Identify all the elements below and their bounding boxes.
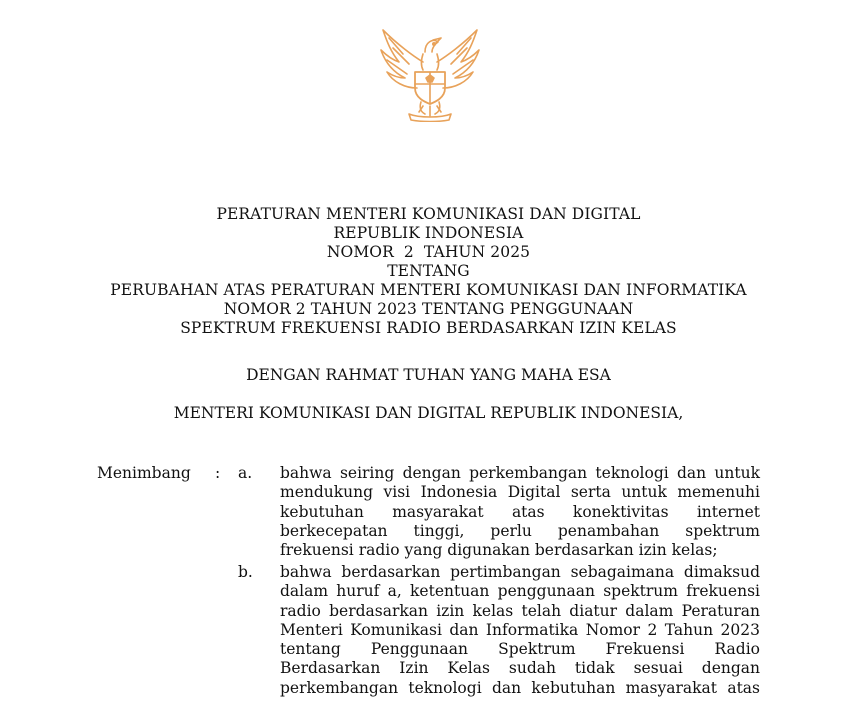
item-line: bahwa seiring dengan perkembangan teknologi dan untuk (280, 464, 760, 482)
item-line: tentang Penggunaan Spektrum Frekuensi Radio (280, 640, 760, 659)
item-text (280, 563, 760, 698)
item-letter: a. (238, 464, 253, 482)
blessing-line: DENGAN RAHMAT TUHAN YANG MAHA ESA (246, 366, 611, 384)
item-line: radio berdasarkan izin kelas telah diatur dalam Peraturan (280, 601, 760, 620)
item-line: dalam huruf a, ketentuan penggunaan spektrum frekuensi (280, 582, 760, 601)
title-line-6: NOMOR 2 TAHUN 2023 TENTANG PENGGUNAAN (223, 300, 634, 318)
title-line-7: SPEKTRUM FREKUENSI RADIO BERDASARKAN IZIN KELAS (180, 319, 677, 337)
garuda-emblem (375, 22, 485, 122)
menimbang-colon: : (215, 464, 221, 482)
regulation-title (0, 205, 857, 338)
title-line-3: NOMOR 2 TAHUN 2025 (326, 243, 531, 261)
item-line: bahwa berdasarkan pertimbangan sebagaimana dimaksud (280, 563, 760, 581)
item-line: mendukung visi Indonesia Digital serta untuk memenuhi (280, 483, 760, 502)
minister-line: MENTERI KOMUNIKASI DAN DIGITAL REPUBLIK INDONESIA, (173, 404, 684, 422)
title-line-5: PERUBAHAN ATAS PERATURAN MENTERI KOMUNIKASI DAN INFORMATIKA (110, 281, 747, 299)
item-line: frekuensi radio yang digunakan berdasarkan izin kelas; (280, 541, 718, 560)
item-line: Berdasarkan Izin Kelas sudah tidak sesuai dengan (280, 659, 760, 678)
item-line: kebutuhan masyarakat atas konektivitas internet (280, 502, 760, 521)
item-letter: b. (238, 563, 253, 581)
menimbang-label: Menimbang (97, 464, 191, 482)
item-line: Menteri Komunikasi dan Informatika Nomor 2 Tahun 2023 (280, 620, 760, 639)
item-line: perkembangan teknologi dan kebutuhan masyarakat atas (280, 678, 760, 697)
item-text (280, 464, 760, 560)
title-line-1: PERATURAN MENTERI KOMUNIKASI DAN DIGITAL (216, 205, 641, 223)
item-line: berkecepatan tinggi, perlu penambahan spektrum (280, 521, 760, 540)
title-line-2: REPUBLIK INDONESIA (333, 224, 524, 242)
title-line-4: TENTANG (387, 262, 470, 280)
